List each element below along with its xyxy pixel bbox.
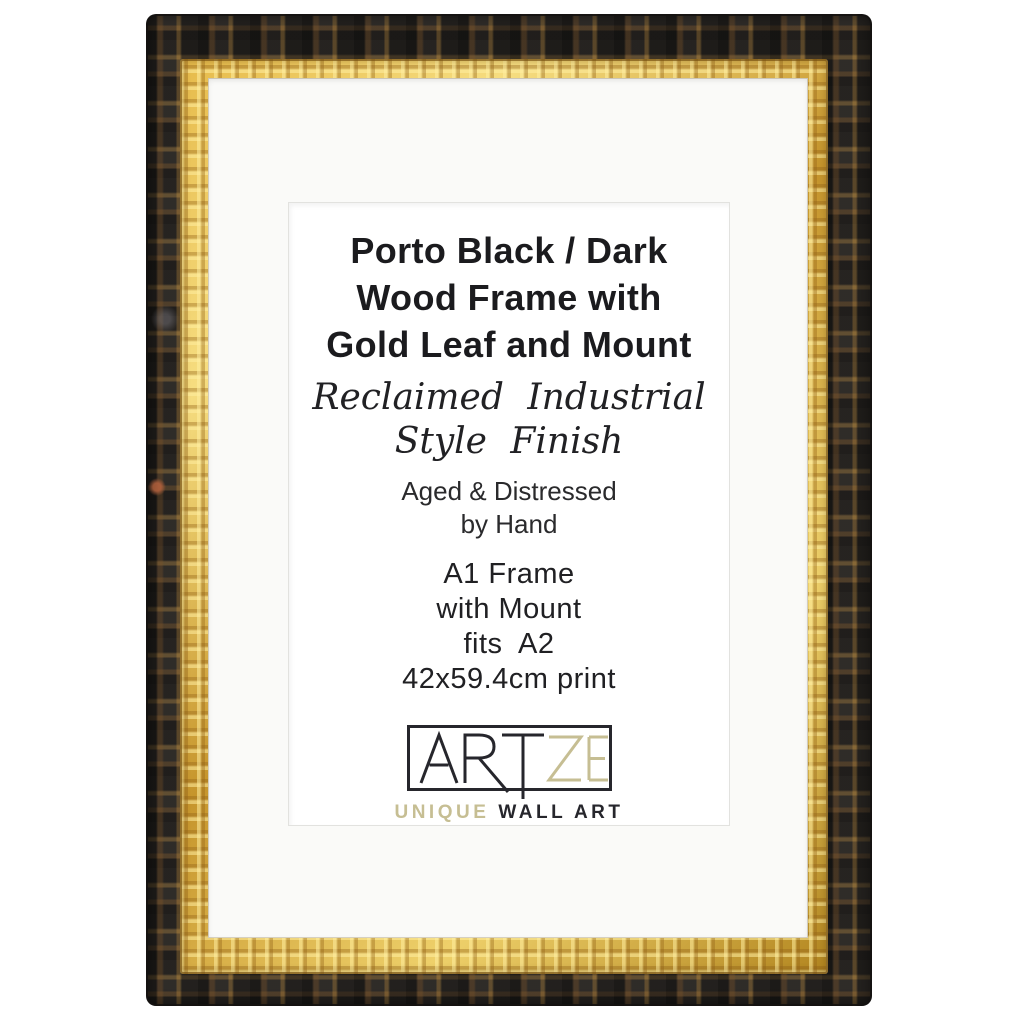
product-title-line: Gold Leaf and Mount: [326, 324, 692, 365]
size-spec-text: [289, 557, 729, 697]
artze-logo: [289, 725, 729, 824]
product-title-line: Porto Black / Dark: [350, 230, 668, 271]
logo-letters-ze: [549, 737, 608, 780]
gold-leaf-moulding: [180, 59, 828, 974]
hand-finish-line: Aged & Distressed: [401, 476, 617, 506]
hand-finish-line: by Hand: [460, 509, 558, 539]
artze-logo-box: [407, 725, 612, 791]
size-spec-line: with Mount: [436, 593, 582, 625]
mount-board: [208, 78, 808, 938]
hand-finish-text: [289, 475, 729, 541]
logo-tagline: [289, 802, 729, 824]
style-finish-text: [289, 376, 729, 464]
mount-window-print: [288, 202, 730, 826]
size-spec-line: 42x59.4cm print: [402, 663, 616, 695]
product-title: [289, 227, 729, 368]
artze-logo-letters-icon: [407, 725, 612, 805]
size-spec-line: A1 Frame: [443, 558, 575, 590]
tagline-unique: UNIQUE: [394, 802, 490, 823]
style-finish-line: Reclaimed Industrial: [312, 377, 706, 418]
product-title-line: Wood Frame with: [356, 277, 662, 318]
tagline-wall-art: WALL ART: [498, 802, 624, 823]
style-finish-line: Style Finish: [394, 421, 624, 462]
picture-frame-black-moulding: [146, 14, 872, 1006]
size-spec-line: fits A2: [463, 628, 555, 660]
